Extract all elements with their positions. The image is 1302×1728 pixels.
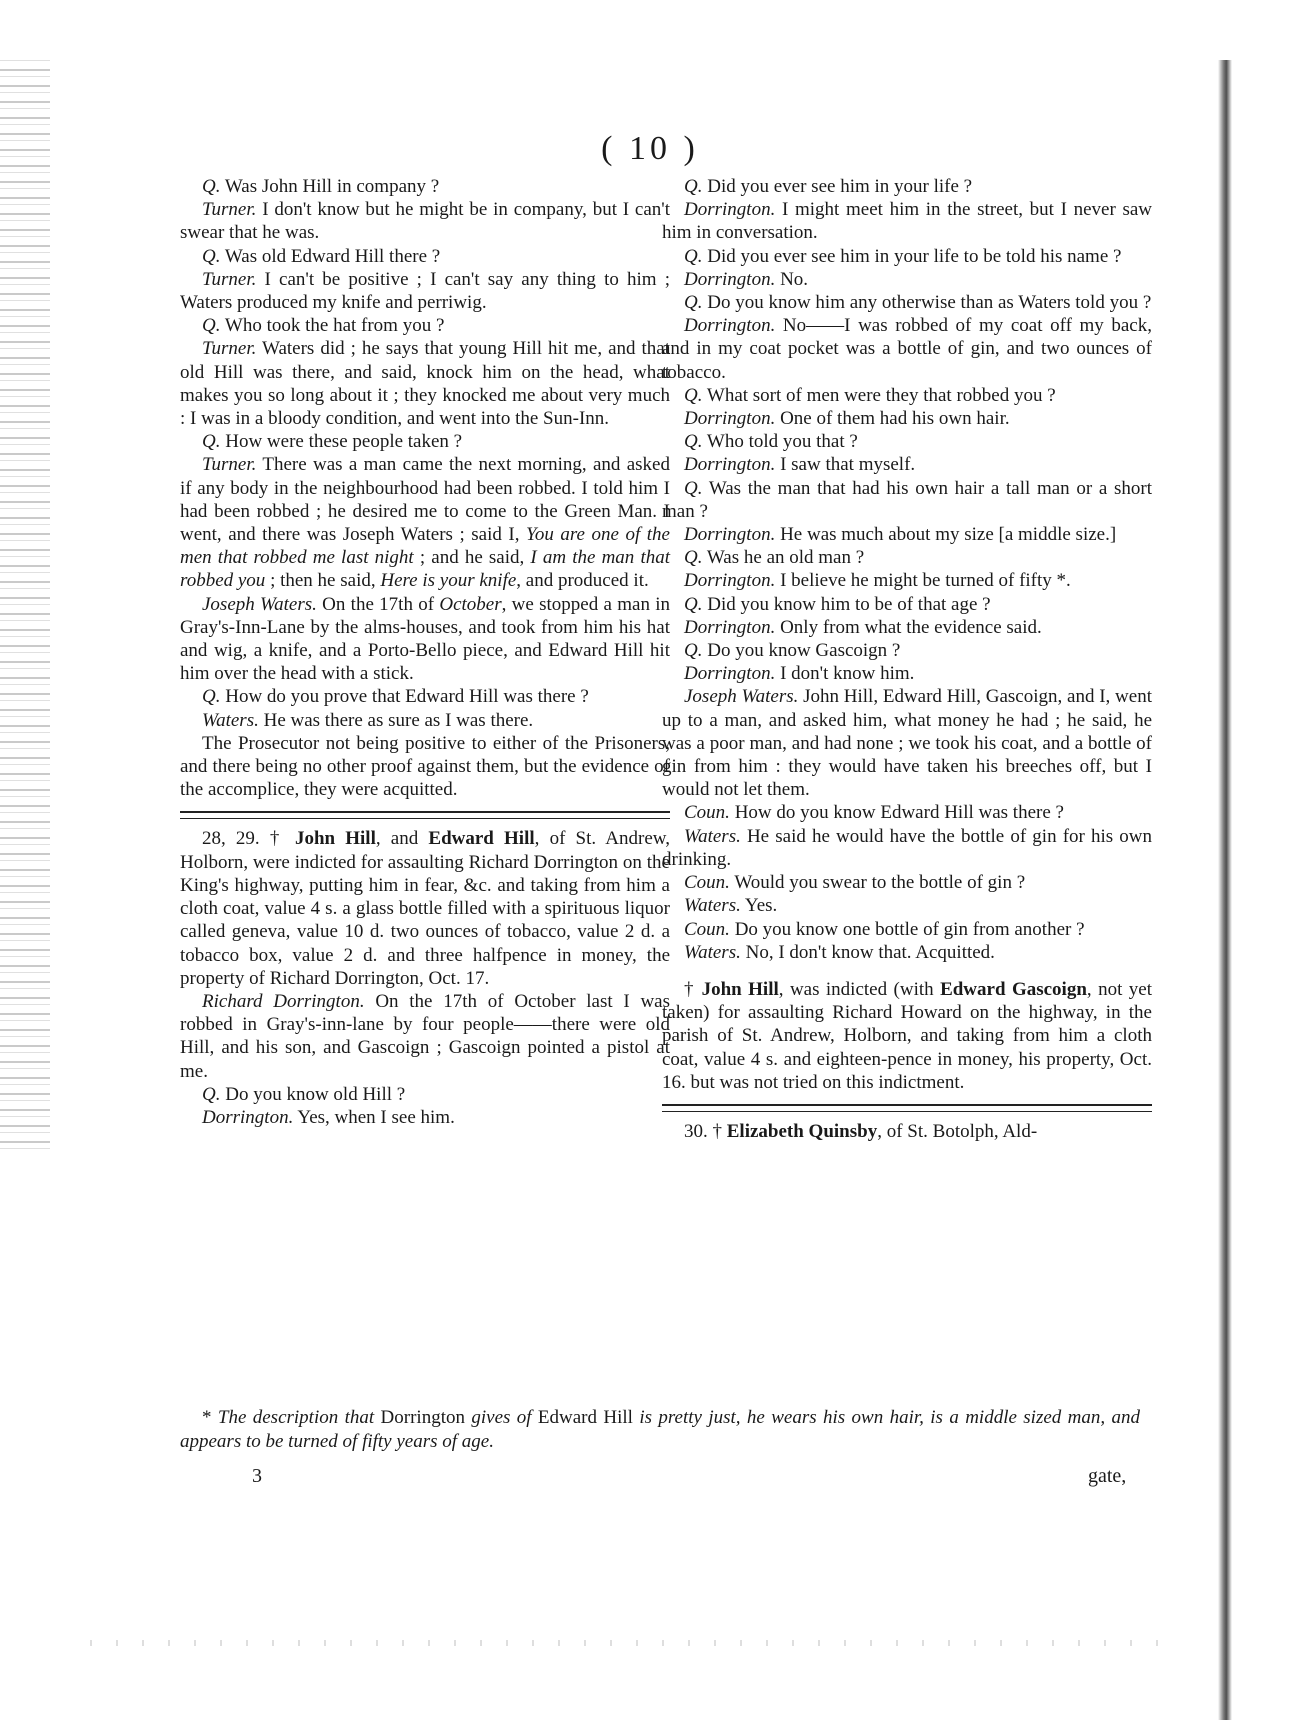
scan-bleed-left xyxy=(0,55,50,1155)
paragraph: Dorrington. Yes, when I see him. xyxy=(202,1106,455,1128)
paragraph: Waters. He was there as sure as I was there. xyxy=(202,709,534,731)
paragraph: Dorrington. I don't know him. xyxy=(684,663,915,685)
paragraph: Turner. I don't know but he might be in company, but I can't swear that he was. xyxy=(180,199,670,244)
scan-speckle-bottom xyxy=(90,1640,1170,1646)
paragraph: Turner. I can't be positive ; I can't say any thing to him ; Waters produced my knife and perriwig. xyxy=(180,268,670,314)
section-rule xyxy=(180,811,670,819)
paragraph: Dorrington. No. xyxy=(684,268,809,290)
paragraph: Q. Was he an old man ? xyxy=(684,547,865,569)
footnote: * The description that Dorrington gives of Edward Hill is pretty just, he wears his own hair, is a middle sized man, and appears to be turned of fifty years of age. xyxy=(180,1407,1140,1452)
paragraph: Coun. Would you swear to the bottle of gin ? xyxy=(684,872,1026,894)
paragraph: Q. Did you know him to be of that age ? xyxy=(684,593,991,615)
paragraph: Waters. He said he would have the bottle of gin for his own drinking. xyxy=(662,825,1152,870)
paragraph: Coun. Do you know one bottle of gin from another ? xyxy=(684,918,1085,940)
paragraph: Turner. Waters did ; he says that young Hill hit me, and that old Hill was there, and said, knock him on the head, what makes you so long about it ; they knocked me about very much : I was in a bloody condition, and went into the Sun-Inn. xyxy=(180,338,670,430)
paragraph: Joseph Waters. On the 17th of October, we stopped a man in Gray's-Inn-Lane by the alms-houses, and took from him his hat and wig, a knife, and a Porto-Bello piece, and Edward Hill hit him over the head with a stick. xyxy=(180,593,671,685)
paragraph: Q. Who told you that ? xyxy=(684,431,858,453)
paragraph: Q. Was old Edward Hill there ? xyxy=(202,245,441,267)
case-heading: 28, 29. † John Hill, and Edward Hill, of St. Andrew, Holborn, were indicted for assaulting Richard Dorrington on the King's highway, putting him in fear, &c. and taking from him a cloth coat, value 4 s. a glass bottle filled with a spirituous liquor called geneva, value 10 d. two ounces of tobacco, value 2 d. a tobacco box, value 2 d. and three halfpence in money, the property of Richard Dorrington, Oct. 17. xyxy=(180,828,670,989)
catchword: gate, xyxy=(1088,1465,1127,1487)
paragraph: Waters. No, I don't know that. Acquitted. xyxy=(684,941,995,963)
left-column xyxy=(180,175,670,1129)
scan-bleed-right xyxy=(1218,60,1232,1720)
paragraph: Q. Did you ever see him in your life ? xyxy=(684,176,973,197)
paragraph: Q. How were these people taken ? xyxy=(202,431,463,453)
paragraph: Q. Do you know him any otherwise than as Waters told you ? xyxy=(684,292,1152,314)
case-heading: † John Hill, was indicted (with Edward Gascoign, not yet taken) for assaulting Richard Howard on the highway, in the parish of St. Andrew, Holborn, and taking from him a cloth coat, value 4 s. and eighteen-pence in money, his property, Oct. 16. but was not tried on this indictment. xyxy=(662,978,1152,1093)
paragraph: Dorrington. One of them had his own hair. xyxy=(684,408,1010,430)
paragraph: Q. Do you know Gascoign ? xyxy=(684,640,901,662)
paragraph: Dorrington. Only from what the evidence said. xyxy=(684,616,1042,638)
spacer xyxy=(662,964,1152,978)
paragraph: Q. Do you know old Hill ? xyxy=(202,1083,406,1105)
paragraph: Q. Who took the hat from you ? xyxy=(202,315,445,337)
paragraph: Q. Was the man that had his own hair a tall man or a short man ? xyxy=(662,477,1152,522)
signature-mark: 3 xyxy=(252,1465,262,1487)
paragraph: Richard Dorrington. On the 17th of October last I was robbed in Gray's-inn-lane by four people——there were old Hill, and his son, and Gascoign ; Gascoign pointed a pistol at me. xyxy=(180,990,671,1082)
paragraph: Waters. Yes. xyxy=(684,895,778,917)
case-heading: 30. † Elizabeth Quinsby, of St. Botolph, Ald- xyxy=(684,1120,1038,1142)
paragraph: Q. Did you ever see him in your life to be told his name ? xyxy=(684,245,1122,267)
paragraph: Joseph Waters. John Hill, Edward Hill, Gascoign, and I, went up to a man, and asked him, what money he had ; he said, he was a poor man, and had none ; we took his coat, and a bottle of gin from him : they would have taken his breeches off, but I would not let them. xyxy=(662,686,1152,801)
verdict-paragraph: The Prosecutor not being positive to either of the Prisoners, and there being no other proof against them, but the evidence of the accomplice, they were acquitted. xyxy=(180,732,670,801)
paragraph: Dorrington. I believe he might be turned of fifty *. xyxy=(684,570,1071,592)
paragraph: Dorrington. I saw that myself. xyxy=(684,454,916,476)
section-rule xyxy=(662,1104,1152,1112)
paragraph: Dorrington. No——I was robbed of my coat off my back, and in my coat pocket was a bottle of gin, and two ounces of tobacco. xyxy=(662,315,1152,383)
paragraph: Q. How do you prove that Edward Hill was there ? xyxy=(202,686,589,708)
paragraph: Turner. There was a man came the next morning, and asked if any body in the neighbourhood had been robbed. I told him I had been robbed ; he desired me to come to the Green Man. I went, and there was Joseph Waters ; said I, You are one of the men that robbed me last night ; and he said, I am the man that robbed you ; then he said, Here is your knife, and produced it. xyxy=(180,454,670,592)
page-number: ( 10 ) xyxy=(601,130,699,167)
paragraph: Q. What sort of men were they that robbed you ? xyxy=(684,384,1056,406)
paragraph: Coun. How do you know Edward Hill was there ? xyxy=(684,802,1064,824)
paragraph: Dorrington. I might meet him in the street, but I never saw him in conversation. xyxy=(662,199,1152,244)
paragraph: Dorrington. He was much about my size [a middle size.] xyxy=(684,524,1117,546)
paragraph: Q. Was John Hill in company ? xyxy=(202,176,440,197)
right-column xyxy=(662,175,1152,1143)
